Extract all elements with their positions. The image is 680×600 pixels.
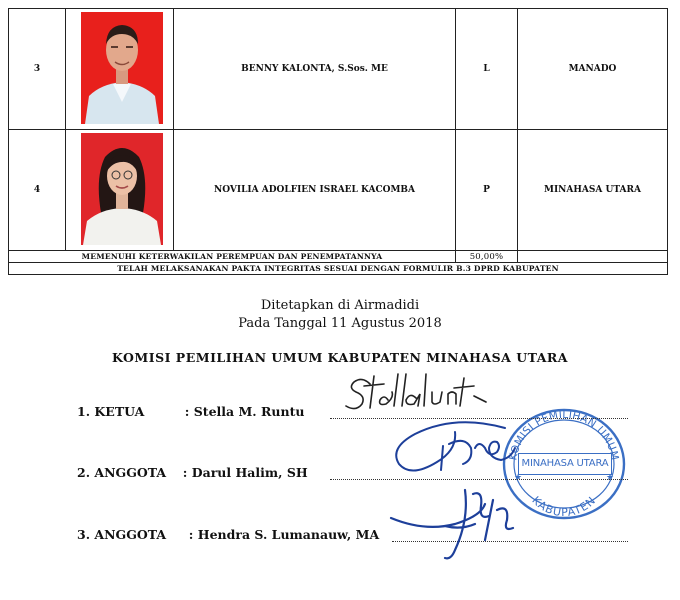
portrait-male-icon [81, 12, 163, 124]
stamp-top-text: KOMISI PEMILIHAN UMUM [507, 408, 621, 462]
candidate-name: NOVILIA ADOLFIEN ISRAEL KACOMBA [174, 130, 456, 251]
candidate-photo [81, 133, 163, 245]
candidate-domicile: MINAHASA UTARA [518, 130, 668, 251]
committee-title: KOMISI PEMILIHAN UMUM KABUPATEN MINAHASA UTARA [111, 350, 569, 365]
stamp-bottom-text: KABUPATEN [529, 493, 599, 520]
member-ketua [77, 404, 304, 419]
summary-row-integrity [9, 263, 668, 275]
member-separator: : [188, 527, 194, 542]
star-icon: ★ [514, 473, 523, 483]
svg-text:KABUPATEN [529, 494, 598, 519]
candidate-domicile: MANADO [518, 9, 668, 130]
member-name: Hendra S. Lumanauw, MA [197, 527, 380, 542]
integrity-pact-label: TELAH MELAKSANAKAN PAKTA INTEGRITAS SESUAI DENGAN FORMULIR B.3 DPRD KABUPATEN [9, 263, 668, 275]
member-separator: : [184, 404, 190, 419]
table-row [9, 9, 668, 130]
date-of-decision: Pada Tanggal 11 Agustus 2018 [238, 316, 442, 331]
star-icon: ★ [606, 473, 615, 483]
member-separator: : [182, 465, 188, 480]
member-number: 1. [77, 404, 91, 419]
member-role: ANGGOTA [94, 465, 167, 480]
candidate-gender: L [456, 9, 518, 130]
place-of-decision: Ditetapkan di Airmadidi [260, 298, 420, 313]
portrait-female-icon [81, 133, 163, 245]
candidate-photo [81, 12, 163, 124]
member-role: ANGGOTA [94, 527, 167, 542]
stamp-center-text: MINAHASA UTARA [518, 453, 612, 475]
women-representation-label: MEMENUHI KETERWAKILAN PEREMPUAN DAN PENEMPATANNYA [9, 251, 456, 263]
table-row [9, 130, 668, 251]
candidate-number: 3 [9, 9, 66, 130]
member-number: 2. [77, 465, 91, 480]
candidate-gender: P [456, 130, 518, 251]
candidate-number: 4 [9, 130, 66, 251]
member-name: Darul Halim, SH [191, 465, 308, 480]
candidate-name: BENNY KALONTA, S.Sos. ME [174, 9, 456, 130]
women-representation-value: 50,00% [456, 251, 518, 263]
member-number: 3. [77, 527, 91, 542]
summary-row-women [9, 251, 668, 263]
member-role: KETUA [94, 404, 145, 419]
candidate-photo-cell [66, 9, 174, 130]
signature-anggota-1-icon [385, 418, 525, 484]
candidate-photo-cell [66, 130, 174, 251]
signature-ketua-icon [340, 372, 510, 418]
member-anggota-2 [77, 527, 379, 542]
member-name: Stella M. Runtu [193, 404, 305, 419]
member-anggota-1 [77, 465, 308, 480]
signature-anggota-2-icon [385, 480, 525, 564]
candidate-table [8, 8, 668, 275]
empty-cell [518, 251, 668, 263]
